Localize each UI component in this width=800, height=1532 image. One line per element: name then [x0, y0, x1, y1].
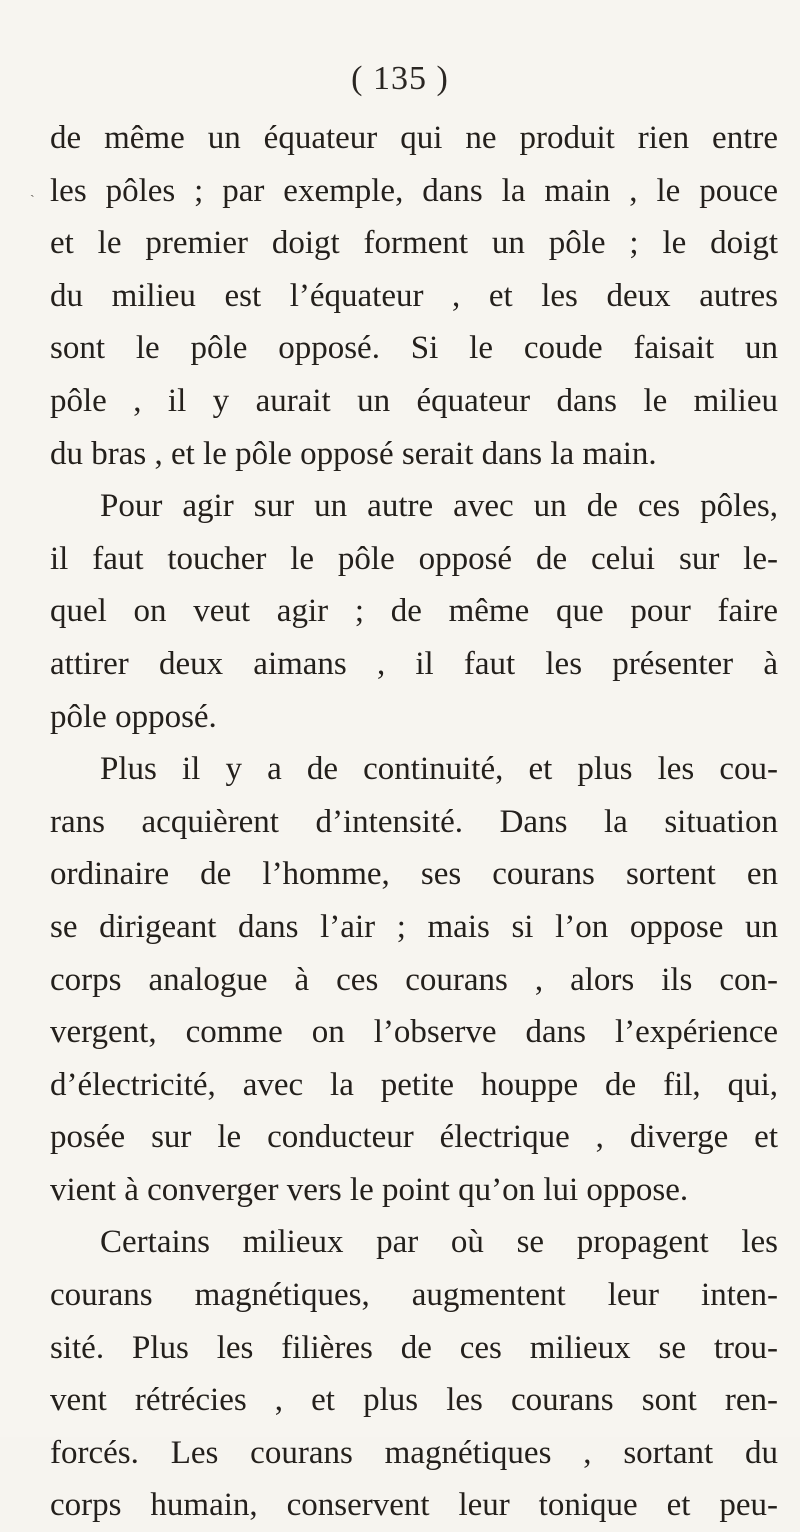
text-line: vent rétrécies , et plus les courans sont ren- [50, 1382, 778, 1419]
text-line: pôle , il y aurait un équateur dans le milieu [50, 382, 778, 419]
text-line: rans acquièrent d’intensité. Dans la situation [50, 803, 778, 840]
text-line: Plus il y a de continuité, et plus les cou- [100, 751, 778, 788]
body-text [50, 112, 778, 1532]
text-line: il faut toucher le pôle opposé de celui sur le- [50, 540, 778, 577]
text-line: du milieu est l’équateur , et les deux autres [50, 277, 778, 314]
text-line: corps humain, conservent leur tonique et peu- [50, 1487, 778, 1524]
text-line: sité. Plus les filières de ces milieux se trou- [50, 1329, 778, 1366]
text-line: corps analogue à ces courans , alors ils con- [50, 961, 778, 998]
text-line: quel on veut agir ; de même que pour faire [50, 593, 778, 630]
text-line: Pour agir sur un autre avec un de ces pôles, [100, 488, 778, 525]
page-number: ( 135 ) [351, 60, 449, 97]
text-line: forcés. Les courans magnétiques , sortant du [50, 1434, 778, 1471]
text-line: de même un équateur qui ne produit rien entre [50, 120, 778, 156]
text-line: posée sur le conducteur électrique , diverge et [50, 1119, 778, 1156]
text-line: se dirigeant dans l’air ; mais si l’on oppose un [50, 908, 778, 945]
text-line: ordinaire de l’homme, ses courans sortent en [50, 856, 778, 893]
text-line: les pôles ; par exemple, dans la main , le pouce [50, 172, 778, 209]
margin-mark: ˎ [30, 183, 35, 198]
text-line: pôle opposé. [50, 698, 217, 735]
text-line: et le premier doigt forment un pôle ; le doigt [50, 225, 778, 262]
text-line: d’électricité, avec la petite houppe de fil, qui, [50, 1066, 778, 1103]
text-line: sont le pôle opposé. Si le coude faisait un [50, 330, 778, 367]
text-line: courans magnétiques, augmentent leur inten- [50, 1277, 778, 1314]
text-line: vient à converger vers le point qu’on lui oppose. [50, 1171, 689, 1208]
text-line: attirer deux aimans , il faut les présenter à [50, 645, 778, 682]
text-line: vergent, comme on l’observe dans l’expérience [50, 1014, 778, 1051]
text-line: Certains milieux par où se propagent les [100, 1224, 778, 1261]
text-line: du bras , et le pôle opposé serait dans la main. [50, 435, 657, 472]
